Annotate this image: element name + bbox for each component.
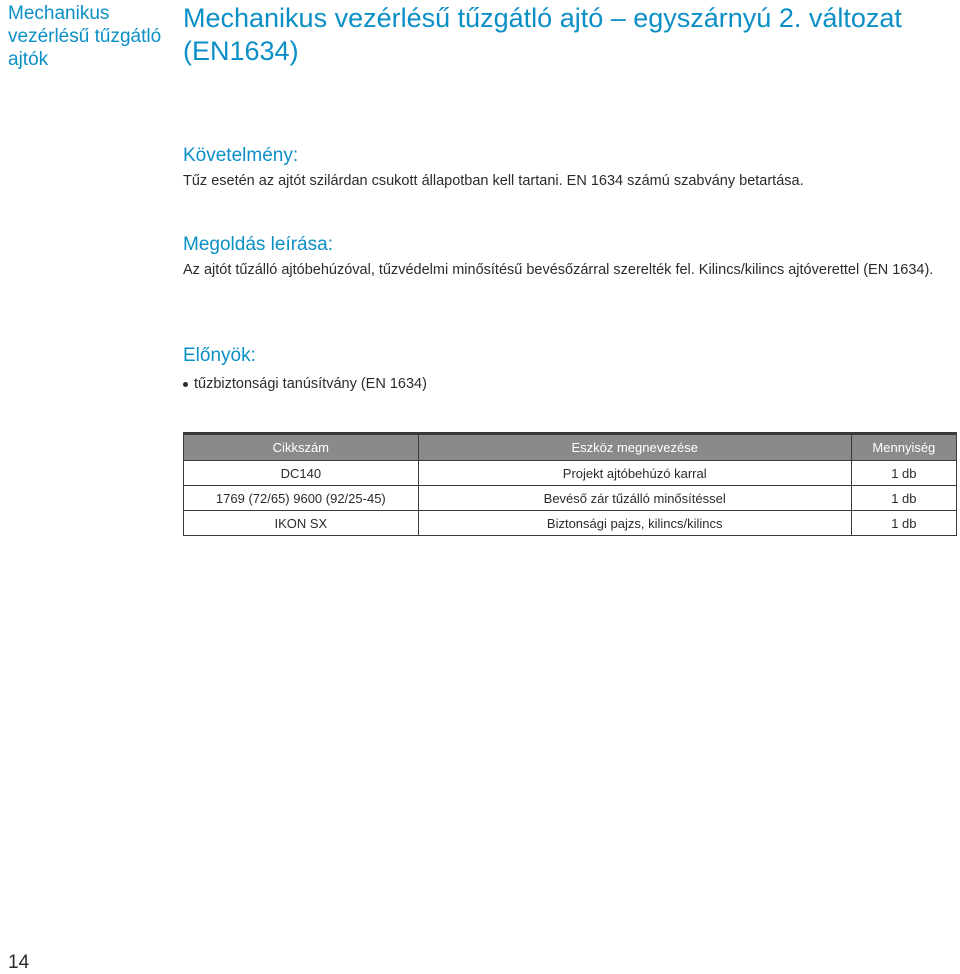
advantages-list-item	[183, 373, 427, 395]
advantages-heading: Előnyök:	[183, 345, 256, 366]
table-cell-name: Biztonsági pajzs, kilincs/kilincs	[418, 511, 851, 536]
solution-heading: Megoldás leírása:	[183, 234, 333, 255]
table-row	[184, 511, 957, 536]
table-header-row	[184, 434, 957, 461]
page-number: 14	[8, 952, 30, 973]
table-row	[184, 461, 957, 486]
column-header-quantity: Mennyiség	[851, 434, 956, 461]
table-cell-code: DC140	[184, 461, 419, 486]
table-cell-code: 1769 (72/65) 9600 (92/25-45)	[184, 486, 419, 511]
table-cell-quantity: 1 db	[851, 511, 956, 536]
requirement-heading: Követelmény:	[183, 145, 299, 166]
column-header-name: Eszköz megnevezése	[418, 434, 851, 461]
parts-table	[183, 432, 957, 536]
table-cell-name: Projekt ajtóbehúzó karral	[418, 461, 851, 486]
table-row	[184, 486, 957, 511]
requirement-text: Tűz esetén az ajtót szilárdan csukott állapotban kell tartani. EN 1634 számú szabvány betartása.	[183, 173, 804, 189]
advantages-item-text: tűzbiztonsági tanúsítvány (EN 1634)	[194, 376, 427, 392]
sidebar-section-title: Mechanikus vezérlésű tűzgátló ajtók	[8, 3, 162, 70]
column-header-code: Cikkszám	[184, 434, 419, 461]
table-cell-quantity: 1 db	[851, 461, 956, 486]
solution-text: Az ajtót tűzálló ajtóbehúzóval, tűzvédelmi minősítésű bevésőzárral szerelték fel. Kilincs/kilincs ajtóverettel (EN 1634).	[183, 262, 934, 278]
table-cell-name: Bevéső zár tűzálló minősítéssel	[418, 486, 851, 511]
bullet-icon	[183, 382, 188, 387]
page-title: Mechanikus vezérlésű tűzgátló ajtó – egyszárnyú 2. változat (EN1634)	[183, 3, 902, 66]
table-cell-quantity: 1 db	[851, 486, 956, 511]
table-cell-code: IKON SX	[184, 511, 419, 536]
